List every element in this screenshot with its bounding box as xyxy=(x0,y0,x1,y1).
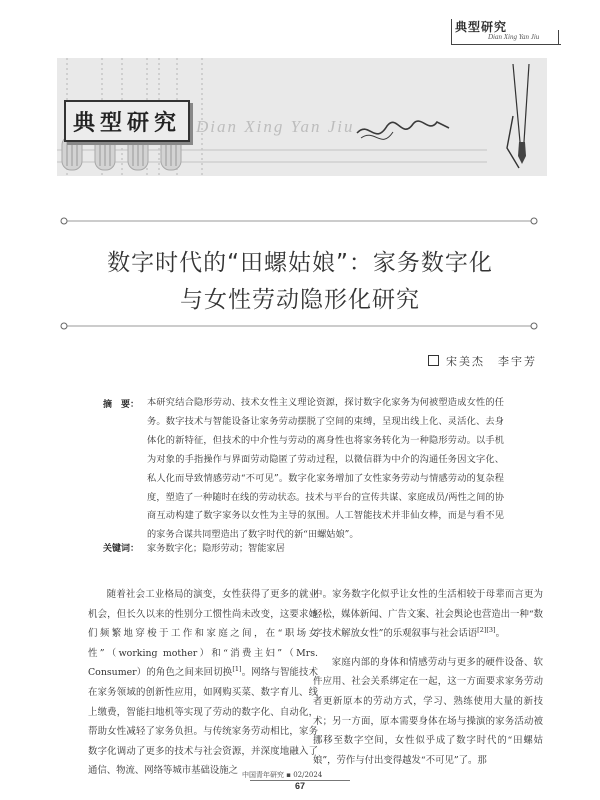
keywords-label: 关键词： xyxy=(103,544,140,554)
abstract-label: 摘 要： xyxy=(103,400,140,410)
body-paragraph: 随着社会工业格局的演变，女性获得了更多的就业机会，但长久以来的性别分工惯性尚未改变，这要求她们频繁地穿梭于工作和家庭之间，在“职场女性”（working mother）和“消费主妇”（Mrs. Consumer）的角色之间来回切换[1]。网络与智能技术在家务领域的创新性应用，如网购买菜、数字育儿、线上缴费，智能扫地机等实现了劳动的数字化、自动化，帮助女性减轻了家务负担。与传统家务劳动相比，家务数字化调动了更多的技术与社会资源，并深度地融入了通信、物流、网络等城市基础设施之 xyxy=(88,589,318,777)
article-title-line2: 与女性劳动隐形化研究 xyxy=(180,287,420,313)
banner-script-text: Dian Xing Yan Jiu xyxy=(196,117,355,136)
citation-ref: [1] xyxy=(232,665,242,674)
body-column-left xyxy=(88,585,318,781)
running-head-rule xyxy=(451,44,561,45)
title-bottom-rule xyxy=(60,320,538,332)
running-head-right-rule xyxy=(558,30,559,44)
abstract-text: 本研究结合隐形劳动、技术女性主义理论资源，探讨数字化家务为何被塑造成女性的任务。数字技术与智能设备让家务劳动摆脱了空间的束缚，呈现出线上化、灵活化、去身体化的新特征，但技术的中介性与劳动的离身性也将家务转化为一种隐形劳动。以手机为对象的手指操作与界面劳动隐匿了劳动过程，以微信群为中介的沟通任务因文字化、私人化而导致情感劳动“不可见”。数字化家务增加了女性家务劳动与情感劳动的复杂程度，塑造了一种随时在线的劳动状态。技术与平台的宣传共谋、家庭成员/两性之间的协商互动构建了数字家务以女性为主导的氛围。人工智能技术并非仙女棒，而是与看不见的家务合谋共同塑造出了数字时代的新“田螺姑娘”。 xyxy=(147,397,504,541)
running-head-pinyin: Dian Xing Yan Jiu xyxy=(488,33,540,41)
body-paragraph: 家庭内部的身体和情感劳动与更多的硬件设备、软件应用、社会关系绑定在一起，这一方面要求家务劳动者更新原本的劳动方式，学习、熟练使用大量的新技术；另一方面，原本需要身体在场与操演的家务活动被挪移至数字空间，女性似乎成了数字时代的“田螺姑娘”，劳作与付出变得越发“不可见”了。那 xyxy=(313,656,543,766)
running-head-left-rule xyxy=(451,19,452,44)
article-title-line1: 数字时代的“田螺姑娘”：家务数字化 xyxy=(107,250,493,276)
section-badge: 典型研究 xyxy=(64,100,190,142)
pen-icon xyxy=(507,64,529,168)
running-head-title: 典型研究 xyxy=(455,20,508,34)
author-names: 宋美杰 李宇芳 xyxy=(446,355,537,368)
author-box-icon xyxy=(428,355,439,366)
body-column-right xyxy=(313,585,543,770)
title-top-rule xyxy=(60,215,538,227)
page-number: 67 xyxy=(294,781,305,791)
body-paragraph: 中。家务数字化似乎让女性的生活相较于母辈而言更为轻松，媒体新闻、广告文案、社会舆论也营造出一种“数字技术解放女性”的乐观叙事与社会话语[2][3]。 xyxy=(313,589,543,640)
authors xyxy=(428,353,537,369)
footer-journal: 中国青年研究 ▪ 02/2024 xyxy=(242,771,323,779)
keywords-text: 家务数字化；隐形劳动；智能家居 xyxy=(147,543,285,554)
citation-ref: [2][3] xyxy=(477,626,496,635)
